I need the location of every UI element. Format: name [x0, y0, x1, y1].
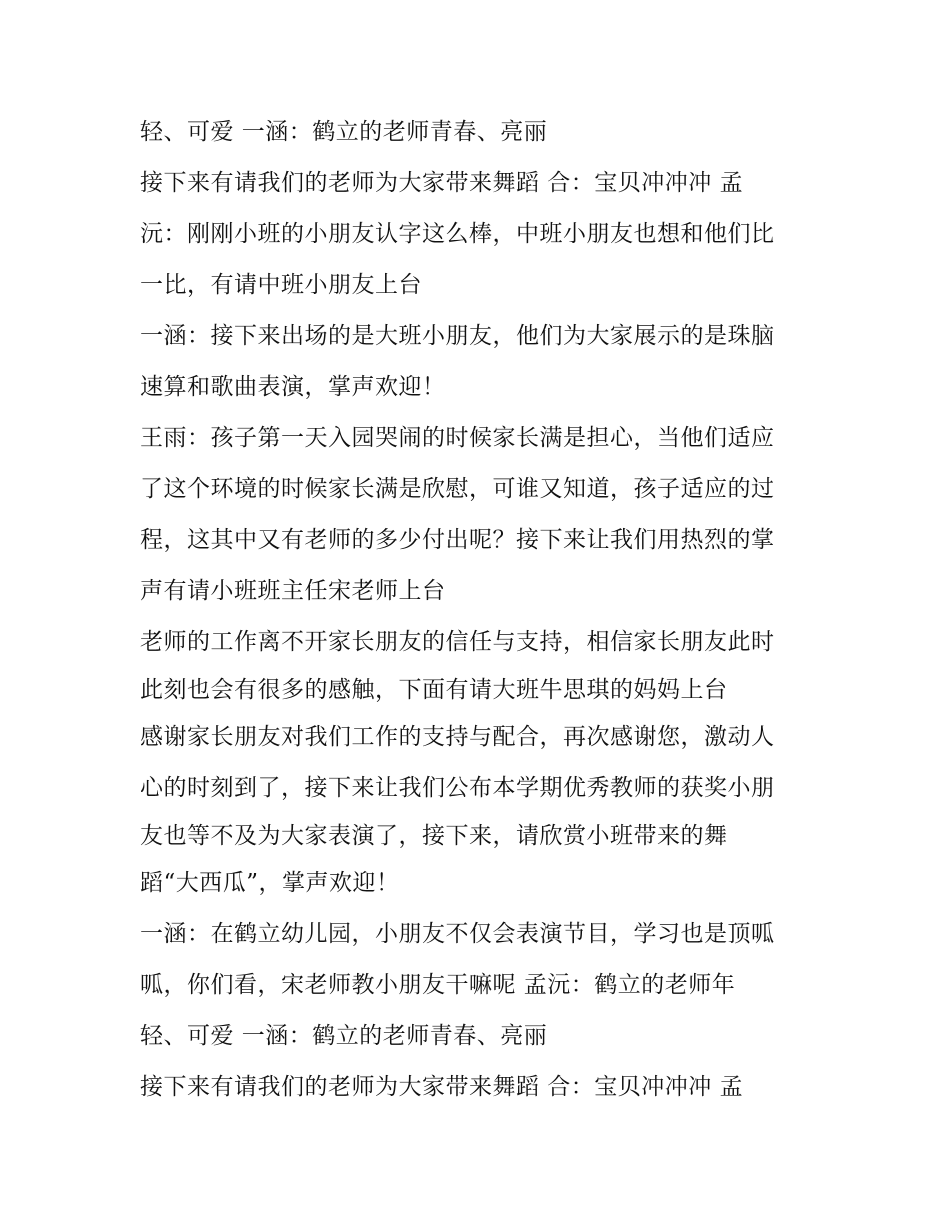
text-line: 接下来有请我们的老师为大家带来舞蹈 合：宝贝冲冲冲 孟 [140, 170, 744, 196]
text-line: 王雨：孩子第一天入园哭闹的时候家长满是担心，当他们适应 [140, 425, 775, 451]
text-line: 轻、可爱 一涵：鹤立的老师青春、亮丽 [140, 119, 548, 145]
text-line: 一涵：接下来出场的是大班小朋友，他们为大家展示的是珠脑 [140, 323, 775, 349]
text-line: 心的时刻到了，接下来让我们公布本学期优秀教师的获奖小朋 [140, 775, 775, 801]
text-line: 声有请小班班主任宋老师上台 [140, 578, 446, 604]
text-line: 一比，有请中班小朋友上台 [140, 272, 422, 298]
text-line: 感谢家长朋友对我们工作的支持与配合，再次感谢您，激动人 [140, 724, 775, 750]
text-line: 老师的工作离不开家长朋友的信任与支持，相信家长朋友此时 [140, 629, 775, 655]
text-line: 呱，你们看，宋老师教小朋友干嘛呢 孟沅：鹤立的老师年 [140, 972, 736, 998]
text-line: 程，这其中又有老师的多少付出呢？接下来让我们用热烈的掌 [140, 527, 775, 553]
text-line: 沅：刚刚小班的小朋友认字这么棒，中班小朋友也想和他们比 [140, 221, 775, 247]
text-line: 友也等不及为大家表演了，接下来，请欣赏小班带来的舞 [140, 823, 728, 849]
text-line: 蹈“大西瓜”，掌声欢迎！ [140, 870, 400, 896]
text-line: 一涵：在鹤立幼儿园，小朋友不仅会表演节目，学习也是顶呱 [140, 921, 775, 947]
text-line: 接下来有请我们的老师为大家带来舞蹈 合：宝贝冲冲冲 孟 [140, 1074, 744, 1100]
text-line: 速算和歌曲表演，掌声欢迎！ [140, 374, 446, 400]
text-line: 此刻也会有很多的感触，下面有请大班牛思琪的妈妈上台 [140, 677, 728, 703]
document-body [140, 107, 830, 1113]
text-line: 了这个环境的时候家长满是欣慰，可谁又知道，孩子适应的过 [140, 476, 775, 502]
text-line: 轻、可爱 一涵：鹤立的老师青春、亮丽 [140, 1023, 548, 1049]
